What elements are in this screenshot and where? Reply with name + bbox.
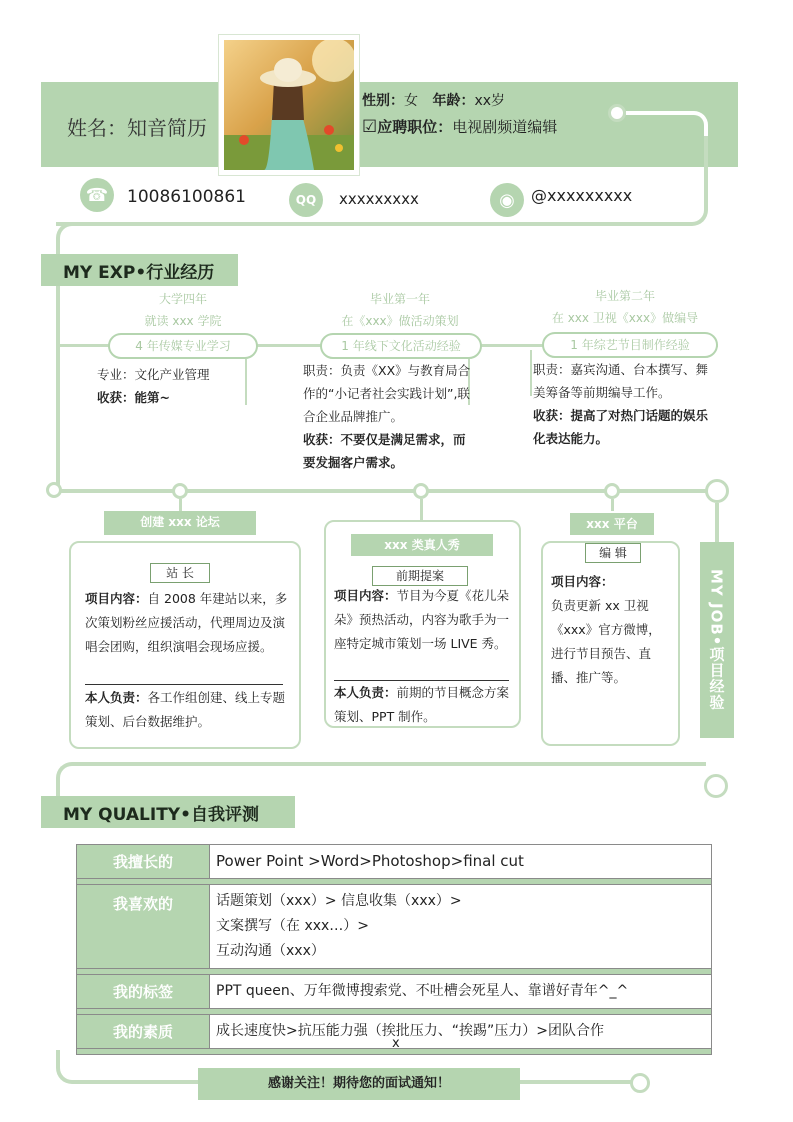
exp1-pill: 4 年传媒专业学习 [108,333,258,359]
job2-resp [334,681,514,729]
footer-right-dot [630,1073,650,1093]
qq-icon: QQ [289,183,323,217]
timeline-dot-3 [604,483,620,499]
gender-value: 女 [404,93,418,109]
quality-value [210,1015,712,1049]
exp1-gain: 收获：能第~ [97,390,170,405]
exp3-gain: 收获：提高了对热门话题的娱乐化表达能力。 [533,408,709,446]
quality-note: x [392,1036,400,1051]
contact-bottom-curve [56,198,708,226]
position-line [362,116,557,137]
job3-role: 编 辑 [585,543,641,563]
job-side-tab: MY JOB•项目经验 [700,542,734,738]
quality-key: 我擅长的 [77,845,210,879]
quality-row [77,885,712,969]
quality-key: 我的标签 [77,975,210,1009]
drop-line-3 [611,499,614,511]
job1-resp-label: 本人负责： [85,690,148,705]
checkbox-icon: ☑ [362,117,378,137]
profile-photo [219,35,359,175]
quality-top-curve [56,762,86,798]
quality-line: 文案撰写（在 xxx…）> [216,918,370,934]
quality-row [77,975,712,1009]
exp1-text [97,363,242,409]
exp3-vline [530,350,532,396]
quality-line: 成长速度快>抗压能力强（挨批压力、“挨踢”压力）>团队合作 [216,1023,604,1039]
job1-content-label: 项目内容： [85,591,148,606]
exp2-duty: 职责：负责《XX》与教育局合作的“小记者社会实践计划”,联合企业品牌推广。 [303,363,471,424]
drop-line-1 [179,499,182,511]
exp2-text [303,359,473,474]
job1-org: 创建 xxx 论坛 [104,511,256,535]
quality-line: 互动沟通（xxx） [216,943,325,959]
exp3-head2: 在 xxx 卫视《xxx》做编导 [551,311,699,325]
job3-content-text: 负责更新 xx 卫视《xxx》官方微博，进行节目预告、直播、推广等。 [551,598,661,685]
exp-section-title: MY EXP•行业经历 [41,254,238,286]
phone-number: 10086100861 [127,187,246,207]
exp2-head1: 毕业第一年 [369,292,430,306]
profile-photo-image [224,40,354,170]
exp2-pill: 1 年线下文化活动经验 [320,333,482,359]
quality-table [76,844,712,1055]
header-decor-line [626,111,688,115]
job1-divider [85,684,283,685]
job2-role: 前期提案 [372,566,468,586]
footer-banner: 感谢关注！期待您的面试通知！ [198,1068,520,1100]
exp1-major: 专业：文化产业管理 [97,367,210,382]
exp3-text [533,358,708,450]
age-value: xx岁 [474,93,506,109]
quality-key: 我喜欢的 [77,885,210,969]
quality-value [210,975,712,1009]
header-decor-circle [608,104,626,122]
exp1-head1: 大学四年 [158,292,207,306]
name-label: 姓名：知音简历 [67,116,207,140]
job2-content-text: 节目为今夏《花儿朵朵》预热活动，内容为歌手为一座特定城市策划一场 LIVE 秀。 [334,588,510,651]
timeline-dot-1 [172,483,188,499]
exp2-head2: 在《xxx》做活动策划 [341,314,459,328]
quality-top-line [84,762,706,766]
job2-content [334,584,514,656]
quality-key: 我的素质 [77,1015,210,1049]
exp3-duty: 职责：嘉宾沟通、台本撰写、舞美筹备等前期编导工作。 [533,362,709,400]
job3-org: xxx 平台 [570,513,654,535]
quality-row [77,845,712,879]
timeline-dot-end [705,479,729,503]
exp-left-vline [56,286,60,490]
footer-right-line [520,1080,632,1084]
position-value: 电视剧频道编辑 [452,118,558,136]
quality-line: 话题策划（xxx）> 信息收集（xxx）> [216,893,462,909]
position-label: 应聘职位： [377,118,453,136]
exp3-head1: 毕业第二年 [594,289,655,303]
gender-age-line [362,90,505,110]
job1-role: 站 长 [150,563,210,583]
quality-value [210,885,712,969]
footer-left-line [94,1080,200,1084]
job1-resp-text: 各工作组创建、线上专题策划、后台数据维护。 [85,690,286,729]
job3-content-label: 项目内容： [551,574,614,589]
contact-right-line [704,136,708,201]
job2-resp-label: 本人负责： [334,685,397,700]
job2-content-label: 项目内容： [334,588,397,603]
job3-content [551,570,673,690]
timeline-dot-0 [46,482,62,498]
quality-line: Power Point >Word>Photoshop>final cut [216,852,524,870]
drop-line-2 [420,499,423,521]
phone-icon: ☎ [80,178,114,212]
weibo-account: @xxxxxxxxx [531,186,633,205]
job-side-line [715,503,719,543]
quality-line: PPT queen、万年微博搜索党、不吐槽会死星人、靠谱好青年^_^ [216,983,629,999]
exp2-gain: 收获：不要仅是满足需求，而要发掘客户需求。 [303,432,466,470]
weibo-icon: ◉ [490,183,524,217]
qq-number: xxxxxxxxx [339,190,419,208]
age-label: 年龄： [432,93,475,109]
quality-value [210,845,712,879]
job1-content-text: 自 2008 年建站以来，多次策划粉丝应援活动，代理周边及演唱会团购，组织演唱会现场应援。 [85,591,288,654]
quality-section-title: MY QUALITY•自我评测 [41,796,295,828]
job1-resp [85,686,290,734]
job1-content [85,587,290,659]
footer-left-curve [56,1050,96,1084]
exp1-head2: 就读 xxx 学院 [144,314,222,328]
gender-label: 性别： [362,93,404,109]
timeline-dot-2 [413,483,429,499]
quality-top-dot [704,774,728,798]
exp3-pill: 1 年综艺节目制作经验 [542,332,718,358]
job2-resp-text: 前期的节目概念方案策划、PPT 制作。 [334,685,510,724]
exp1-vline [245,359,247,405]
job2-org: xxx 类真人秀 [351,534,493,556]
